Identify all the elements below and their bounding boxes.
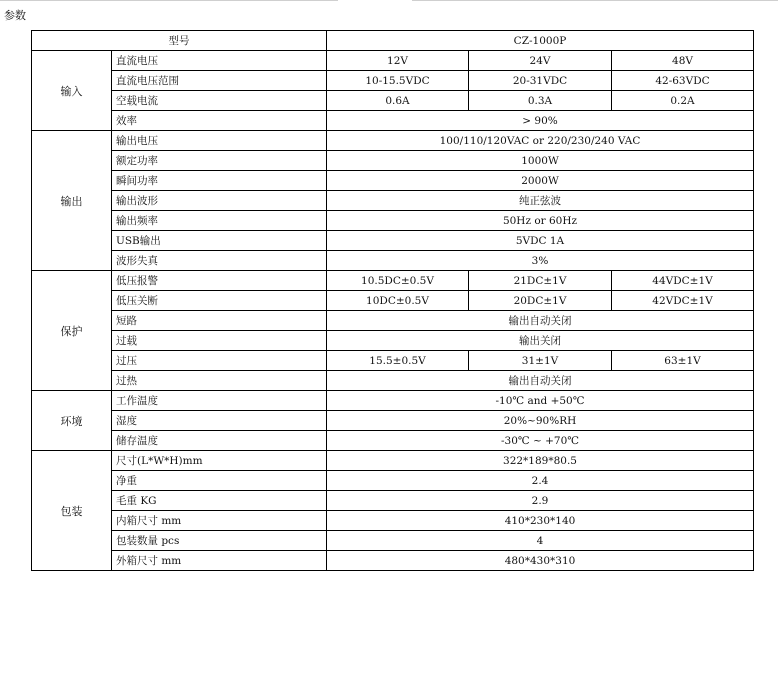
value-cell: 42-63VDC [612,71,754,91]
param-label: 储存温度 [112,431,327,451]
value-cell-merged: 纯正弦波 [327,191,754,211]
value-cell: 21DC±1V [469,271,612,291]
model-value: CZ-1000P [327,31,754,51]
spec-row [32,131,754,151]
top-rule-left [0,0,338,1]
group-label: 保护 [32,271,112,391]
spec-row [32,351,754,371]
value-cell: 12V [327,51,469,71]
spec-row [32,231,754,251]
section-heading: 参数 [4,9,26,22]
value-cell: 15.5±0.5V [327,351,469,371]
param-label: 低压关断 [112,291,327,311]
value-cell-merged: 5VDC 1A [327,231,754,251]
spec-row [32,171,754,191]
value-cell-merged: 2.9 [327,491,754,511]
group-label: 包装 [32,451,112,571]
spec-table [31,30,754,571]
spec-table-body [32,31,754,571]
param-label: 短路 [112,311,327,331]
value-cell: 20-31VDC [469,71,612,91]
value-cell: 20DC±1V [469,291,612,311]
value-cell: 48V [612,51,754,71]
value-cell-merged: 输出自动关闭 [327,311,754,331]
spec-row [32,71,754,91]
value-cell-merged: 1000W [327,151,754,171]
model-label: 型号 [32,31,327,51]
spec-row [32,551,754,571]
spec-row [32,151,754,171]
value-cell: 42VDC±1V [612,291,754,311]
spec-row [32,251,754,271]
spec-row [32,91,754,111]
value-cell: 0.3A [469,91,612,111]
value-cell: 10.5DC±0.5V [327,271,469,291]
spec-row [32,471,754,491]
param-label: 波形失真 [112,251,327,271]
param-label: 外箱尺寸 mm [112,551,327,571]
param-label: USB输出 [112,231,327,251]
group-label: 输出 [32,131,112,271]
param-label: 瞬间功率 [112,171,327,191]
param-label: 净重 [112,471,327,491]
spec-row [32,391,754,411]
spec-row [32,491,754,511]
spec-row [32,291,754,311]
spec-row [32,411,754,431]
value-cell-merged: 410*230*140 [327,511,754,531]
group-label: 环境 [32,391,112,451]
param-label: 直流电压 [112,51,327,71]
value-cell-merged: 322*189*80.5 [327,451,754,471]
spec-row [32,191,754,211]
param-label: 输出频率 [112,211,327,231]
param-label: 湿度 [112,411,327,431]
value-cell-merged: 50Hz or 60Hz [327,211,754,231]
value-cell: 0.6A [327,91,469,111]
value-cell-merged: -10℃ and +50℃ [327,391,754,411]
spec-row [32,51,754,71]
value-cell-merged: 2.4 [327,471,754,491]
value-cell: 44VDC±1V [612,271,754,291]
value-cell-merged: 4 [327,531,754,551]
param-label: 过热 [112,371,327,391]
spec-row [32,111,754,131]
value-cell: 10-15.5VDC [327,71,469,91]
spec-row [32,211,754,231]
spec-row [32,511,754,531]
value-cell-merged: 输出自动关闭 [327,371,754,391]
spec-row [32,531,754,551]
value-cell: 31±1V [469,351,612,371]
param-label: 包装数量 pcs [112,531,327,551]
param-label: 过载 [112,331,327,351]
top-rule-right [412,0,778,1]
spec-row [32,431,754,451]
param-label: 效率 [112,111,327,131]
model-row [32,31,754,51]
value-cell-merged: 2000W [327,171,754,191]
value-cell-merged: 输出关闭 [327,331,754,351]
value-cell-merged: -30℃ ~ +70℃ [327,431,754,451]
param-label: 直流电压范围 [112,71,327,91]
param-label: 输出电压 [112,131,327,151]
param-label: 工作温度 [112,391,327,411]
spec-row [32,271,754,291]
value-cell-merged: 3% [327,251,754,271]
value-cell: 0.2A [612,91,754,111]
spec-row [32,331,754,351]
group-label: 输入 [32,51,112,131]
param-label: 内箱尺寸 mm [112,511,327,531]
spec-row [32,451,754,471]
spec-row [32,371,754,391]
value-cell: 24V [469,51,612,71]
param-label: 额定功率 [112,151,327,171]
value-cell-merged: 480*430*310 [327,551,754,571]
value-cell: 63±1V [612,351,754,371]
param-label: 低压报警 [112,271,327,291]
param-label: 输出波形 [112,191,327,211]
value-cell-merged: > 90% [327,111,754,131]
param-label: 尺寸(L*W*H)mm [112,451,327,471]
spec-row [32,311,754,331]
value-cell-merged: 100/110/120VAC or 220/230/240 VAC [327,131,754,151]
param-label: 毛重 KG [112,491,327,511]
param-label: 空载电流 [112,91,327,111]
param-label: 过压 [112,351,327,371]
value-cell: 10DC±0.5V [327,291,469,311]
value-cell-merged: 20%~90%RH [327,411,754,431]
